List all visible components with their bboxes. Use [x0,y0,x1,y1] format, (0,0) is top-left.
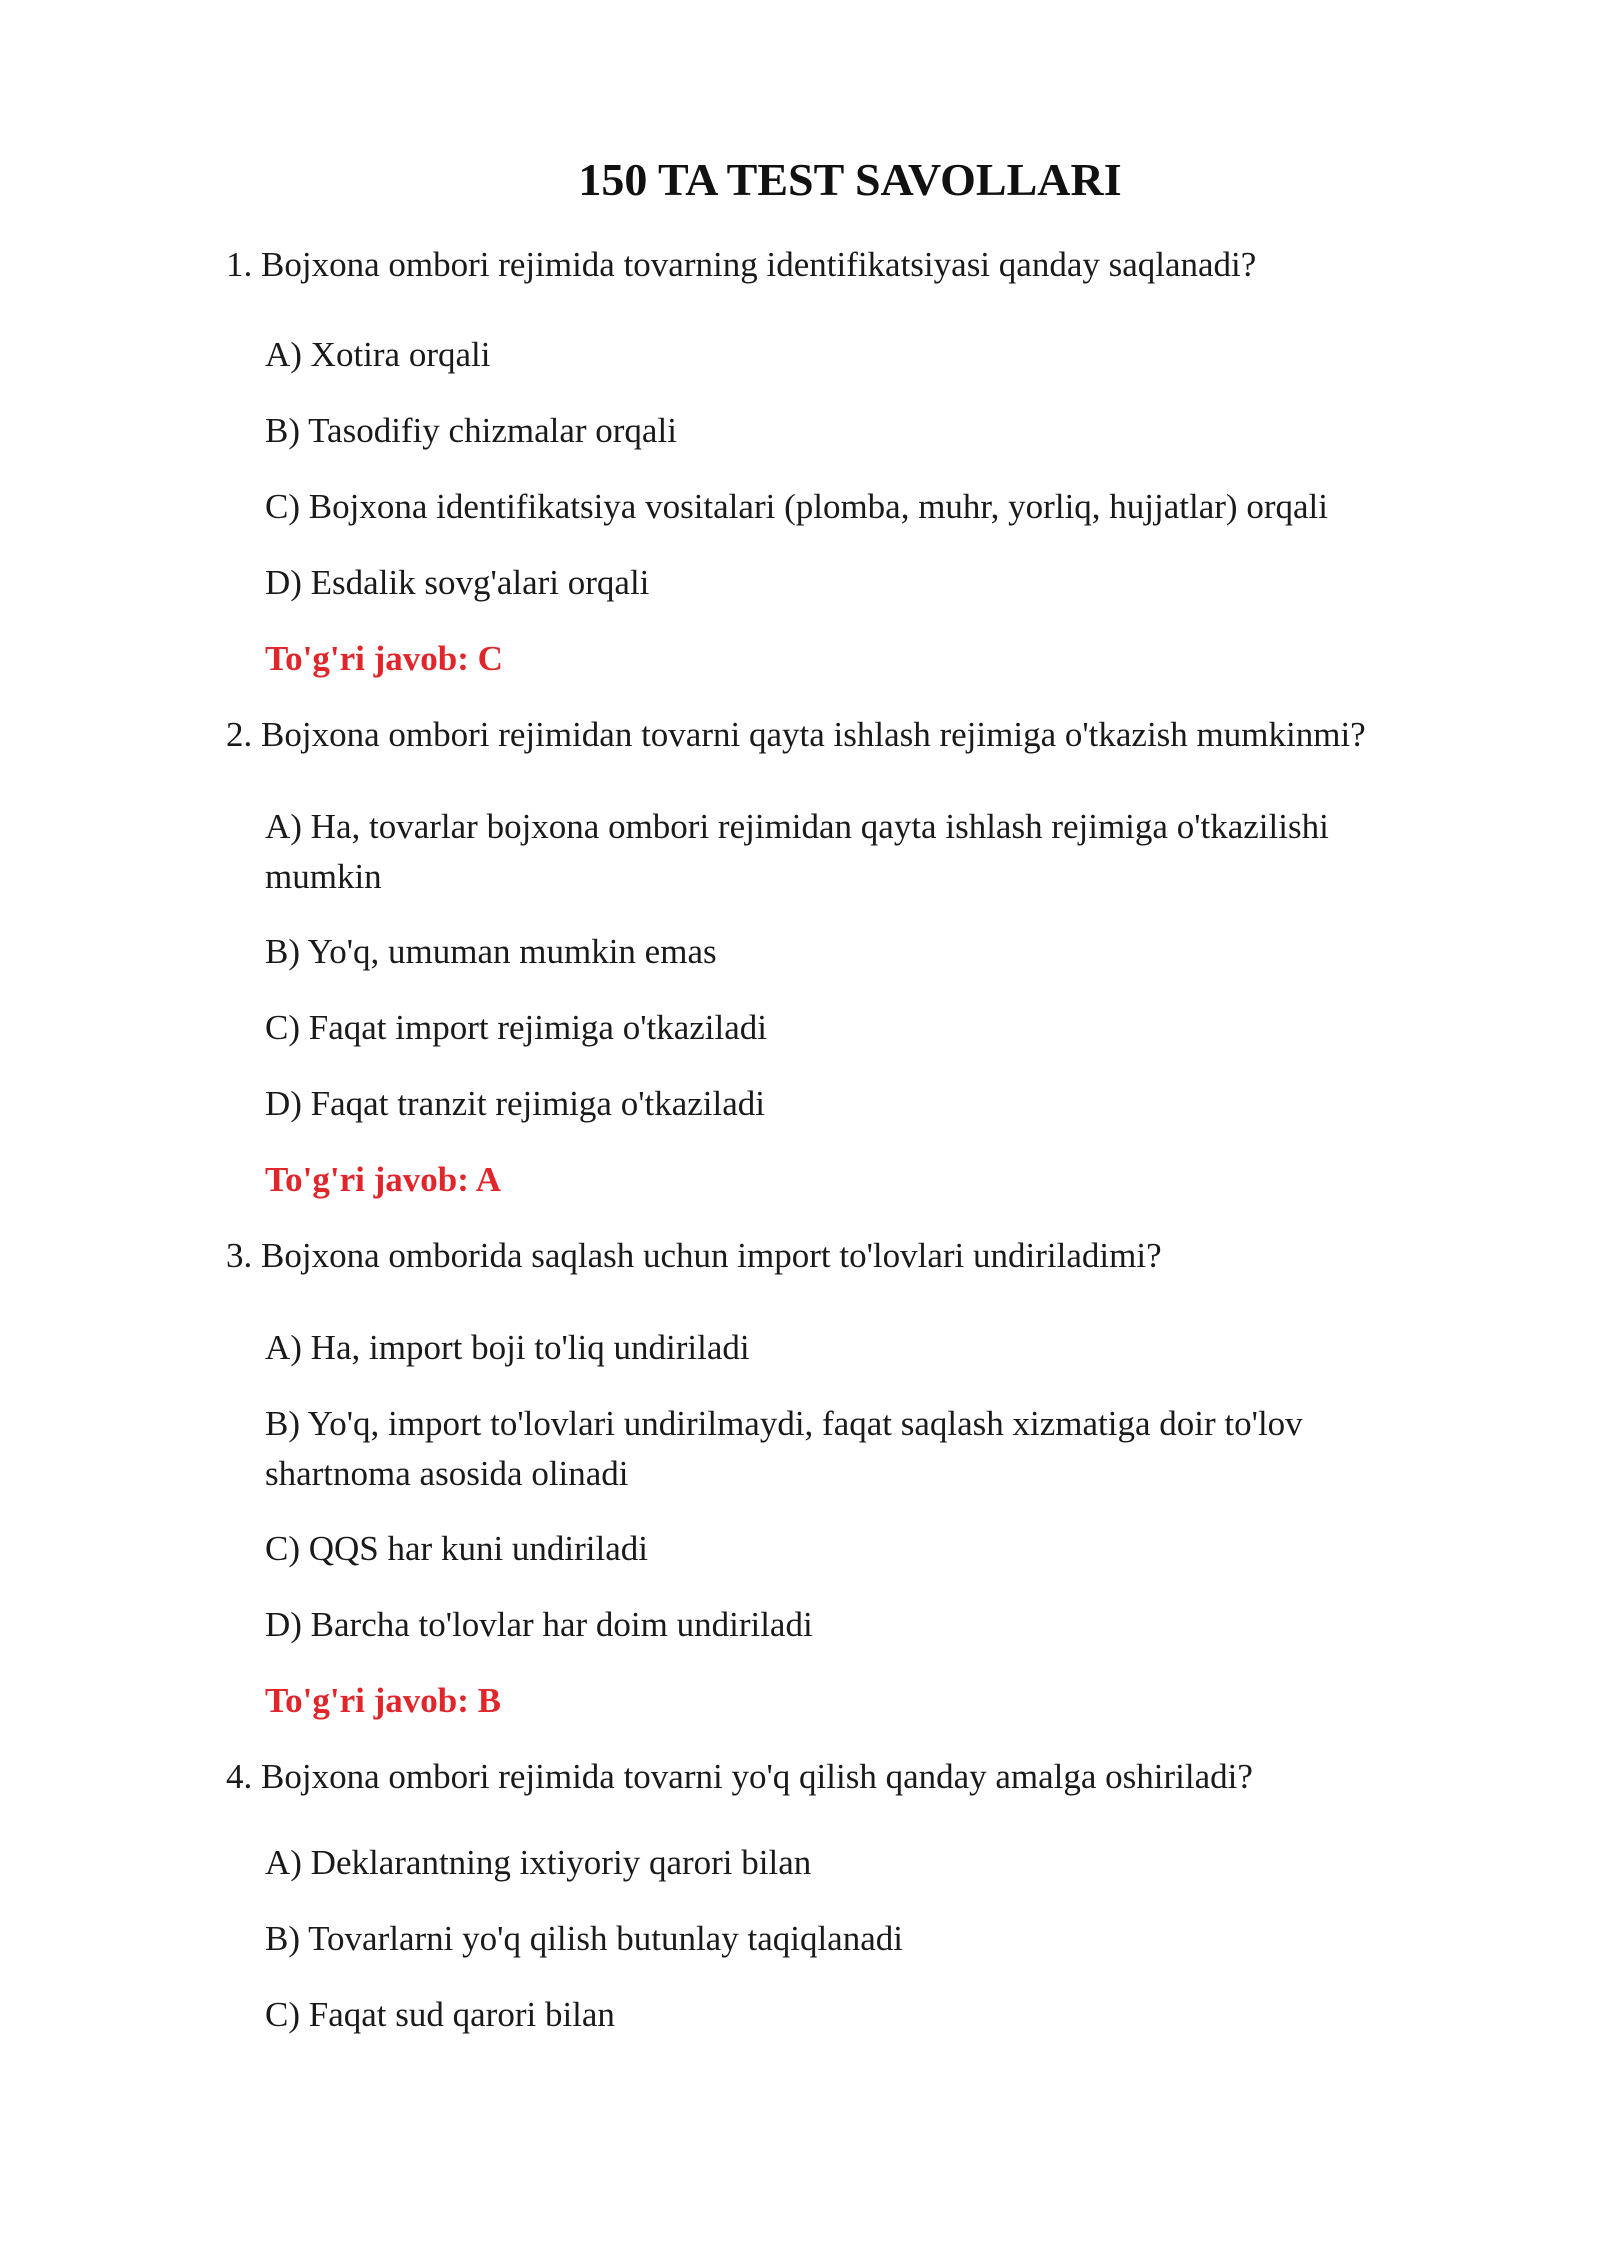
question-1-option-c: C) Bojxona identifikatsiya vositalari (plomba, muhr, yorliq, hujjatlar) orqali [265,487,1328,526]
question-2-option-d: D) Faqat tranzit rejimiga o'tkaziladi [265,1084,766,1123]
question-3-option-c: C) QQS har kuni undiriladi [265,1529,649,1568]
question-2-answer [265,1155,501,1205]
answer-label: To'g'ri javob: [265,639,469,678]
question-4-option-a: A) Deklarantning ixtiyoriy qarori bilan [265,1843,812,1882]
question-1-answer [265,634,503,684]
question-2-option-c: C) Faqat import rejimiga o'tkaziladi [265,1008,768,1047]
question-4-option-c: C) Faqat sud qarori bilan [265,1995,615,2034]
question-1: 1. Bojxona ombori rejimida tovarning identifikatsiyasi qanday saqlanadi? [226,245,1257,284]
question-2: 2. Bojxona ombori rejimidan tovarni qayta ishlash rejimiga o'tkazish mumkinmi? [226,715,1366,754]
answer-label: To'g'ri javob: [265,1681,469,1720]
question-1-option-d: D) Esdalik sovg'alari orqali [265,563,650,602]
question-4: 4. Bojxona ombori rejimida tovarni yo'q qilish qanday amalga oshiriladi? [226,1757,1253,1796]
question-2-option-b: B) Yo'q, umuman mumkin emas [265,932,717,971]
answer-label: To'g'ri javob: [265,1160,469,1199]
answer-letter: B [477,1681,501,1720]
question-3-option-a: A) Ha, import boji to'liq undiriladi [265,1328,750,1367]
answer-letter: A [475,1160,501,1199]
question-3: 3. Bojxona omborida saqlash uchun import to'lovlari undiriladimi? [226,1236,1162,1275]
question-1-option-a: A) Xotira orqali [265,335,491,374]
question-3-option-b: B) Yo'q, import to'lovlari undirilmaydi, faqat saqlash xizmatiga doir to'lov shartnoma asosida olinadi [265,1404,1303,1493]
question-4-option-b: B) Tovarlarni yo'q qilish butunlay taqiqlanadi [265,1919,903,1958]
question-3-answer [265,1676,501,1726]
question-2-option-a: A) Ha, tovarlar bojxona ombori rejimidan qayta ishlash rejimiga o'tkazilishi mumkin [265,807,1329,896]
question-3-option-d: D) Barcha to'lovlar har doim undiriladi [265,1605,813,1644]
question-1-option-b: B) Tasodifiy chizmalar orqali [265,411,677,450]
answer-letter: C [477,639,503,678]
page-title: 150 TA TEST SAVOLLARI [578,154,1122,205]
